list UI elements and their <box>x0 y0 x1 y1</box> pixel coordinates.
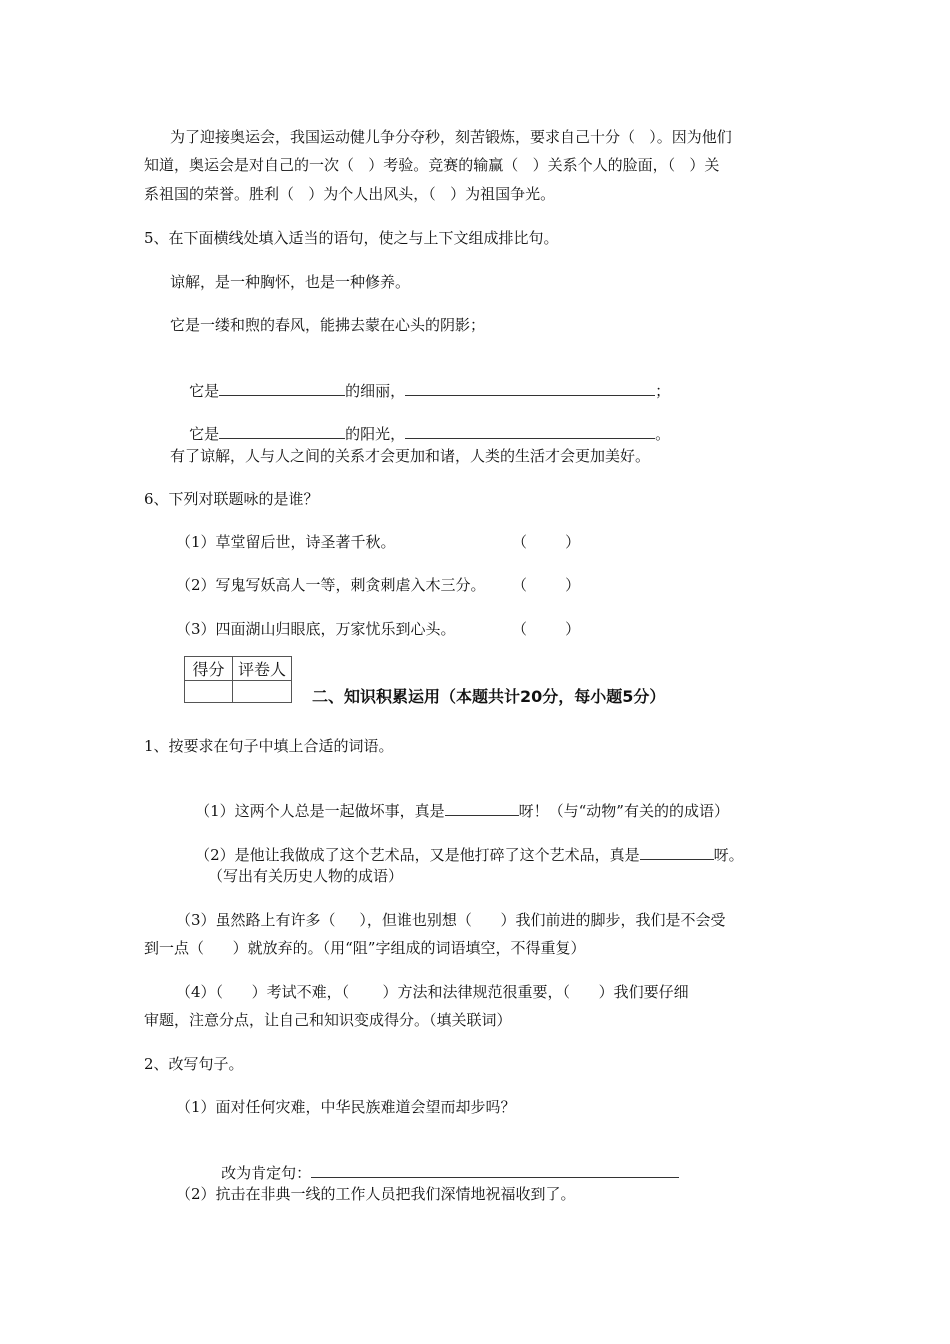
q5-sentence-1: 谅解，是一种胸怀，也是一种修养。 <box>170 273 411 291</box>
q5-sentence-5: 有了谅解，人与人之间的关系才会更加和诸，人类的生活才会更加美好。 <box>170 447 651 465</box>
q6-item-2: （2）写鬼写妖高人一等，刺贪刺虐入木三分。 <box>176 576 486 594</box>
q5-s4-prefix: 它是 <box>189 425 220 443</box>
question-6-title: 6、下列对联题咏的是谁？ <box>144 490 319 508</box>
score-cell[interactable] <box>185 681 233 703</box>
q6-item-1: （1）草堂留后世，诗圣著千秋。 <box>176 533 396 551</box>
k1-i2-text: （2）是他让我做成了这个艺术品，又是他打碎了这个艺术品，真是 <box>195 846 640 864</box>
k1-item-2-note: （写出有关历史人物的成语） <box>208 867 404 885</box>
q5-sentence-2: 它是一缕和煦的春风，能拂去蒙在心头的阴影； <box>170 316 486 334</box>
k2-answer-label: 改为肯定句： <box>221 1164 312 1182</box>
q5-s3-prefix: 它是 <box>189 382 220 400</box>
score-header: 得分 <box>185 657 233 681</box>
knowledge-q2-title: 2、改写句子。 <box>144 1055 244 1073</box>
q5-s3-end: ； <box>655 382 671 400</box>
k2-item-1: （1）面对任何灾难，中华民族难道会望而却步吗？ <box>176 1098 516 1116</box>
q5-blank-4[interactable] <box>405 424 655 439</box>
k1-i2-blank[interactable] <box>640 845 714 860</box>
question-5-title: 5、在下面横线处填入适当的语句，使之与上下文组成排比句。 <box>144 229 559 247</box>
grader-cell[interactable] <box>233 681 292 703</box>
k2-item-2: （2）抗击在非典一线的工作人员把我们深情地祝福收到了。 <box>176 1185 576 1203</box>
section-2-heading: 二、知识积累运用（本题共计20分，每小题5分） <box>312 687 666 706</box>
knowledge-q1-title: 1、按要求在句子中填上合适的词语。 <box>144 737 394 755</box>
score-table <box>184 656 292 703</box>
q6-answer-1[interactable]: （ ） <box>512 533 581 551</box>
grader-header: 评卷人 <box>233 657 292 681</box>
q5-s3-middle: 的细丽， <box>345 382 406 400</box>
q5-s4-middle: 的阳光， <box>345 425 406 443</box>
k1-item-4-line-1: （4）（ ）考试不难，（ ）方法和法律规范很重要，（ ）我们要仔细 <box>176 983 689 1001</box>
q6-answer-3[interactable]: （ ） <box>512 620 581 638</box>
k2-answer-blank[interactable] <box>311 1163 679 1178</box>
k1-item-3-line-1: （3）虽然路上有许多（ ），但谁也别想（ ）我们前进的脚步，我们是不会受 <box>176 911 726 929</box>
q6-item-3: （3）四面湖山归眼底，万家忧乐到心头。 <box>176 620 456 638</box>
k1-i1-hint: 呀！（与“动物”有关的的成语） <box>518 802 729 820</box>
q5-blank-3[interactable] <box>219 424 345 439</box>
q5-blank-2[interactable] <box>405 381 655 396</box>
k1-item-3-line-2: 到一点（ ）就放弃的。（用“阻”字组成的词语填空，不得重复） <box>144 939 586 957</box>
q5-s4-end: 。 <box>655 425 671 443</box>
paragraph-line-1: 为了迎接奥运会，我国运动健儿争分夺秒，刻苦锻炼，要求自己十分（ ）。因为他们 <box>170 128 732 146</box>
k1-item-4-line-2: 审题，注意分点，让自己和知识变成得分。（填关联词） <box>144 1011 512 1029</box>
q5-blank-1[interactable] <box>219 381 345 396</box>
k1-i1-blank[interactable] <box>445 801 519 816</box>
paragraph-line-2: 知道，奥运会是对自己的一次（ ）考验。竞赛的输赢（ ）关系个人的脸面，（ ）关 <box>144 156 720 174</box>
k1-i2-end: 呀。 <box>713 846 744 864</box>
q6-answer-2[interactable]: （ ） <box>512 576 581 594</box>
paragraph-line-3: 系祖国的荣誉。胜利（ ）为个人出风头，（ ）为祖国争光。 <box>144 185 556 203</box>
k1-i1-text: （1）这两个人总是一起做坏事，真是 <box>195 802 445 820</box>
